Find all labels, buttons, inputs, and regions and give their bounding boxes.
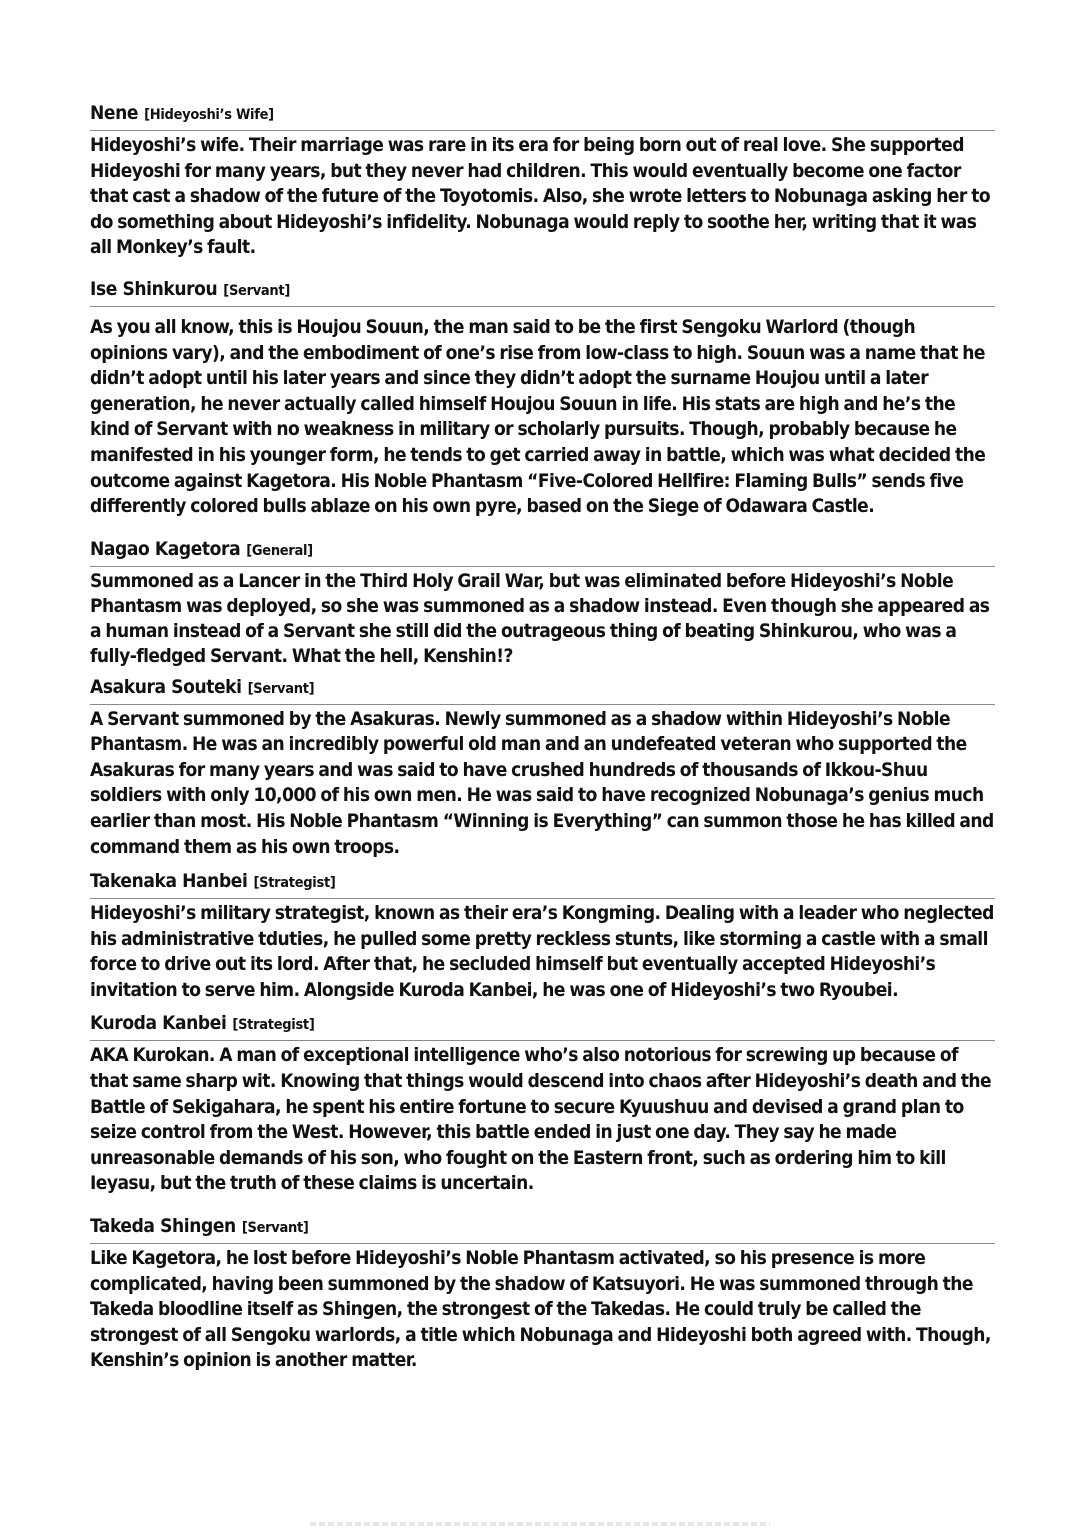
entry-heading (90, 538, 995, 562)
entry-description: Hideyoshi’s military strategist, known as their era’s Kongming. Dealing with a leader who neglected his administrative tduties, he pulled some pretty reckless stunts, like storming a castle with a small force to drive out its lord. After that, he secluded himself but eventually accepted Hideyoshi’s invitation to serve him. Alongside Kuroda Kanbei, he was one of Hideyoshi’s two Ryoubei. (90, 902, 994, 1001)
entry-name: Takeda Shingen (90, 1215, 236, 1238)
entry-description: Hideyoshi’s wife. Their marriage was rare in its era for being born out of real love. She supported Hideyoshi for many years, but they never had children. This would eventually become one factor that cast a shadow of the future of the Toyotomis. Also, she wrote letters to Nobunaga asking her to do something about Hideyoshi’s infidelity. Nobunaga would reply to soothe her, writing that it was all Monkey’s fault. (90, 134, 991, 259)
divider (90, 130, 995, 131)
entry-takeda-shingen (90, 1215, 995, 1374)
divider (90, 1040, 995, 1041)
entry-asakura-souteki (90, 676, 995, 861)
entry-name: Takenaka Hanbei (90, 870, 248, 893)
entry-role: [Strategist] (232, 1017, 315, 1034)
entry-nene (90, 102, 995, 261)
divider (90, 898, 995, 899)
entry-description: As you all know, this is Houjou Souun, the man said to be the first Sengoku Warlord (though opinions vary), and the embodiment of one’s rise from low-class to high. Souun was a name that he didn’t adopt until his later years and since they didn’t adopt the surname Houjou until a later generation, he never actually called himself Houjou Souun in life. His stats are high and he’s the kind of Servant with no weakness in military or scholarly pursuits. Though, probably because he manifested in his younger form, he tends to get carried away in battle, which was what decided the outcome against Kagetora. His Noble Phantasm “Five-Colored Hellfire: Flaming Bulls” sends five differently colored bulls ablaze on his own pyre, based on the Siege of Odawara Castle. (90, 315, 986, 518)
entry-name: Nene (90, 102, 139, 124)
entry-heading (90, 1215, 995, 1239)
entry-description: Summoned as a Lancer in the Third Holy Grail War, but was eliminated before Hideyoshi’s Noble Phantasm was deployed, so she was summoned as a shadow instead. Even though she appeared as a human instead of a Servant she still did the outrageous thing of beating Shinkurou, who was a fully-fledged Servant. What the hell, Kenshin!? (90, 569, 990, 668)
entry-heading (90, 1012, 995, 1036)
divider (90, 704, 995, 705)
entry-heading (90, 870, 995, 894)
entry-name: Asakura Souteki (90, 675, 242, 698)
entry-name: Ise Shinkurou (90, 277, 218, 300)
entry-description: AKA Kurokan. A man of exceptional intelligence who’s also notorious for screwing up because of that same sharp wit. Knowing that things would descend into chaos after Hideyoshi’s death and the Battle of Sekigahara, he spent his entire fortune to secure Kyuushuu and devised a grand plan to seize control from the West. However, this battle ended in just one day. They say he made unreasonable demands of his son, who fought on the Eastern front, such as ordering him to kill Ieyasu, but the truth of these claims is uncertain. (90, 1044, 992, 1195)
entry-role: [Hideyoshi’s Wife] (144, 107, 274, 123)
character-glossary (90, 102, 995, 1382)
entry-name: Nagao Kagetora (90, 537, 241, 560)
entry-description: Like Kagetora, he lost before Hideyoshi’s Noble Phantasm activated, so his presence is more complicated, having been summoned by the shadow of Katsuyori. He was summoned through the Takeda bloodline itself as Shingen, the strongest of the Takedas. He could truly be called the strongest of all Sengoku warlords, a title which Nobunaga and Hideyoshi both agreed with. Though, Kenshin’s opinion is another matter. (90, 1247, 991, 1372)
entry-description: A Servant summoned by the Asakuras. Newly summoned as a shadow within Hideyoshi’s Noble Phantasm. He was an incredibly powerful old man and an undefeated veteran who supported the Asakuras for many years and was said to have crushed hundreds of thousands of Ikkou-Shuu soldiers with only 10,000 of his own men. He was said to have recognized Nobunaga’s genius much earlier than most. His Noble Phantasm “Winning is Everything” can summon those he has killed and command them as his own troops. (90, 707, 994, 858)
entry-heading (90, 102, 995, 126)
entry-heading (90, 278, 995, 302)
entry-role: [Servant] (223, 282, 291, 299)
entry-takenaka-hanbei (90, 870, 995, 1003)
entry-role: [General] (246, 542, 313, 559)
faint-footer-mark (310, 1522, 770, 1526)
divider (90, 1243, 995, 1244)
entry-name: Kuroda Kanbei (90, 1012, 227, 1035)
divider (90, 306, 995, 307)
entry-nagao-kagetora (90, 538, 995, 670)
entry-heading (90, 676, 995, 700)
entry-kuroda-kanbei (90, 1012, 995, 1197)
entry-role: [Servant] (247, 680, 315, 697)
entry-role: [Strategist] (253, 875, 336, 892)
divider (90, 566, 995, 567)
entry-ise-shinkurou (90, 278, 995, 520)
entry-role: [Servant] (241, 1220, 309, 1237)
